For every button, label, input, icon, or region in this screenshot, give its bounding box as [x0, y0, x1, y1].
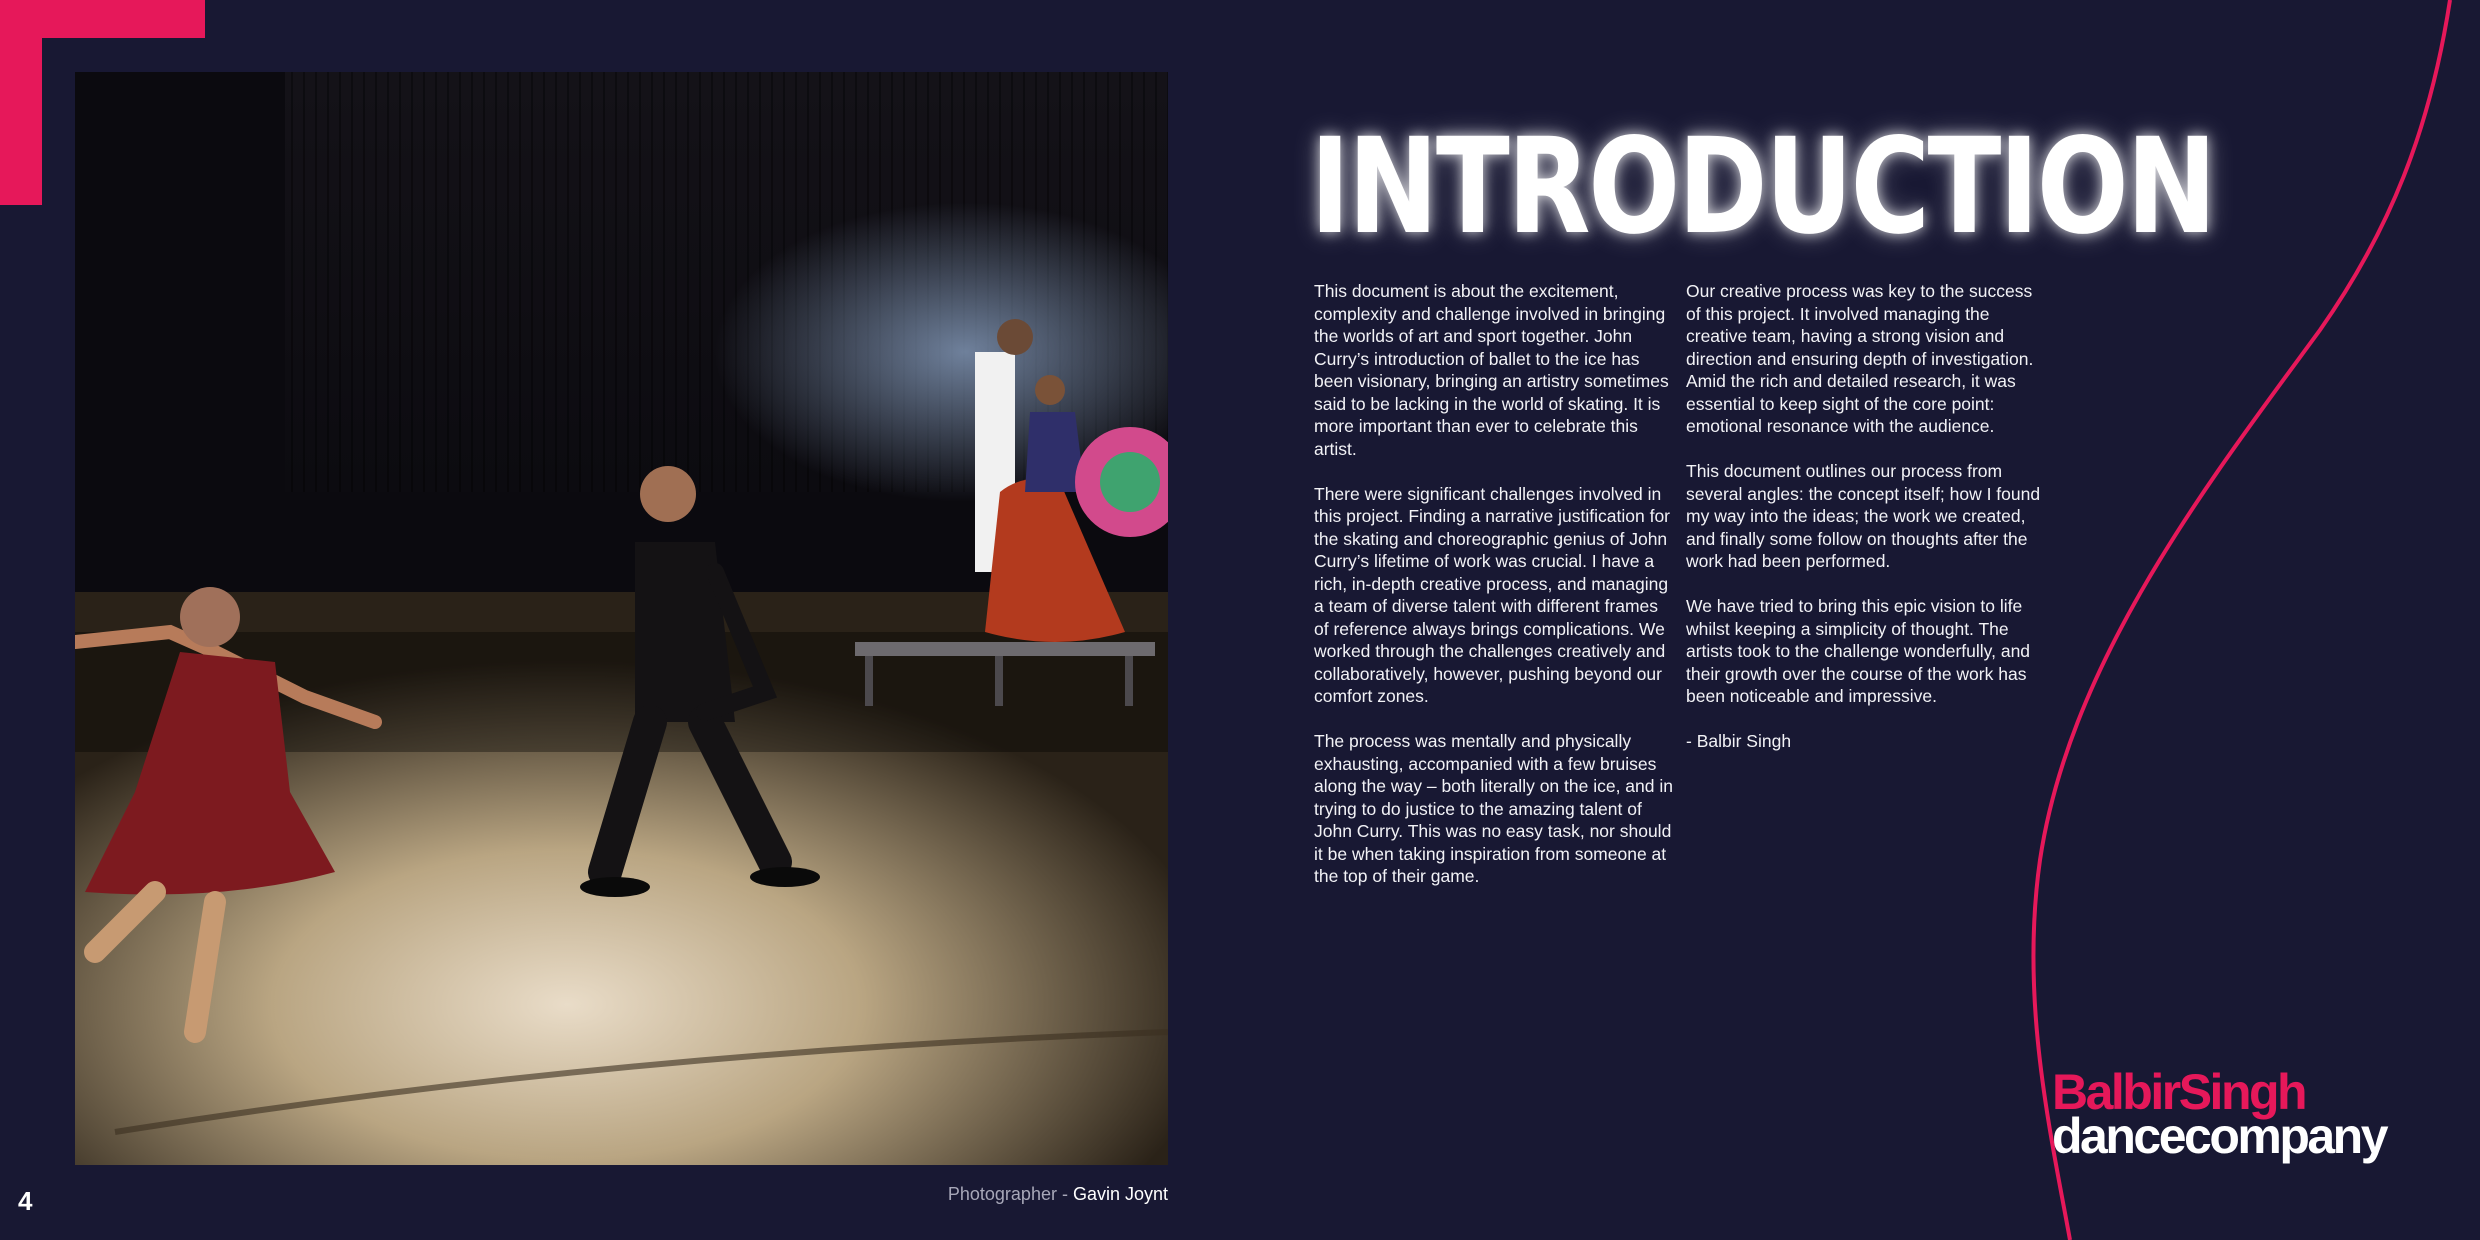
intro-paragraph: We have tried to bring this epic vision to life whilst keeping a simplicity of thought. The artists took to the challenge wonderfully, and their growth over the course of the work has been noticeable and impressive.	[1686, 596, 2031, 706]
photo-credit	[948, 1184, 1168, 1205]
intro-column-right	[1686, 280, 2046, 775]
logo-line-1: BalbirSingh	[2052, 1064, 2306, 1120]
page-number: 4	[18, 1186, 33, 1216]
intro-paragraph: The process was mentally and physically exhausting, accompanied with a few bruises along the way – both literally on the ice, and in trying to do justice to the amazing talent of John Curry. This was no easy task, nor should it be when taking inspiration from someone at the top of their game.	[1314, 731, 1673, 886]
author-signature: - Balbir Singh	[1686, 731, 1792, 751]
ice-dance-photo	[75, 72, 1168, 1165]
intro-column-left	[1314, 280, 1674, 910]
intro-paragraph: There were significant challenges involved in this project. Finding a narrative justification for the skating and choreographic genius of John Curry’s lifetime of work was crucial. I have a rich, in-depth creative process, and managing a team of diverse talent with different frames of reference always brings complications. We worked through the challenges creatively and collaboratively, however, pushing beyond our comfort zones.	[1314, 483, 1670, 706]
company-logo	[2052, 1064, 2387, 1164]
logo-line-2: dancecompany	[2052, 1108, 2387, 1164]
photo-credit-label: Photographer -	[947, 1184, 1073, 1204]
photographer-name: Gavin Joynt	[1072, 1184, 1168, 1204]
intro-paragraph: Our creative process was key to the success of this project. It involved managing the creative team, having a strong vision and direction and ensuring depth of investigation. Amid the rich and detailed research, it was essential to keep sight of the core point: emotional resonance with the audience.	[1686, 281, 2034, 436]
intro-paragraph: This document is about the excitement, complexity and challenge involved in bringing the worlds of art and sport together. John Curry’s introduction of ballet to the ice has been visionary, bringing an artistry sometimes said to be lacking in the world of skating. It is more important than ever to celebrate this artist.	[1314, 281, 1669, 459]
intro-paragraph: This document outlines our process from several angles: the concept itself; how I found my way into the ideas; the work we created, and finally some follow on thoughts after the work had been performed.	[1686, 461, 2041, 571]
page-title: INTRODUCTION	[1310, 110, 2215, 264]
